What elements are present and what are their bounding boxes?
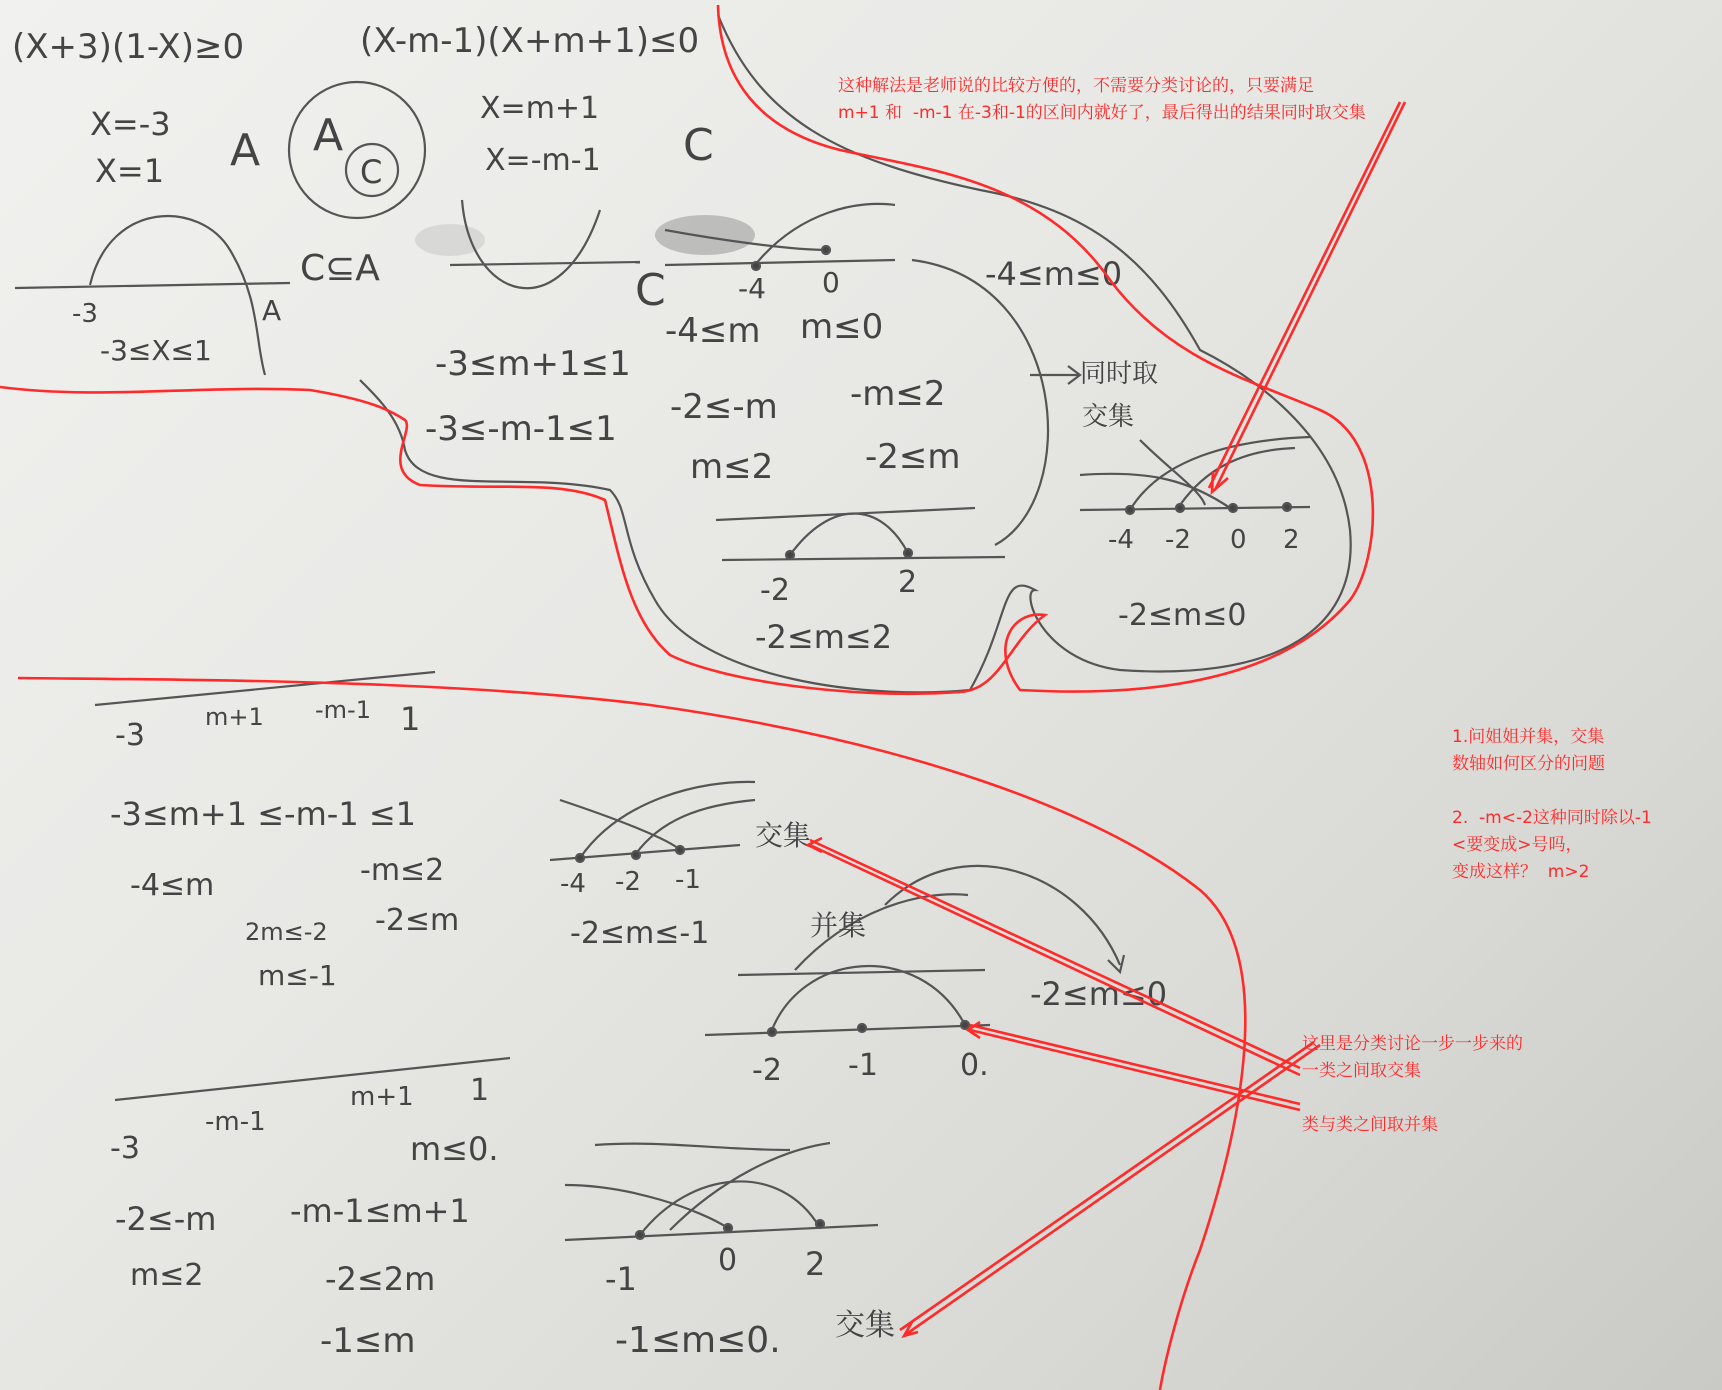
arc-m1a [755,204,895,265]
c1-intersect: 交集 [755,819,812,852]
c2-b2: -m-1≤m+1 [290,1192,470,1230]
set-c: C [683,120,714,171]
axis-m2-neg2: -2 [760,573,790,608]
c2-order-negm1: -m-1 [205,1107,266,1137]
arc-m3d [1140,440,1205,505]
case1-arc3 [770,966,965,1035]
root-c2: X=-m-1 [485,143,601,178]
case2-topline [115,1058,510,1100]
dot [858,1024,866,1032]
dot [1176,504,1184,512]
c1-order-neg3: -3 [115,718,145,753]
c1-a2: -m≤2 [360,853,445,888]
c1-axis2-neg1: -1 [848,1048,878,1083]
dot [1126,506,1134,514]
c1-chain: -3≤m+1 ≤-m-1 ≤1 [110,795,417,833]
case2-arc2 [670,1143,830,1230]
axis-m2-top [716,508,975,520]
case2-line1 [595,1144,790,1150]
dot [822,246,830,254]
c-label: C [635,265,666,316]
root-c1: X=m+1 [480,91,600,126]
c2-b0: m≤0. [410,1130,499,1168]
pencil-smudge [655,215,755,255]
axis-neg3: -3 [72,299,98,329]
subset: C⊆A [300,248,380,289]
c2-b4: -2≤2m [325,1260,436,1298]
axis-a [15,283,290,288]
case1-axis2-top [738,970,985,975]
c2-intersect: 交集 [835,1308,895,1343]
red-arrow-2b [810,840,1300,1068]
axis-m2-2: 2 [898,565,918,600]
case1-line [560,800,680,850]
c2-res: -1≤m≤0. [615,1320,781,1361]
c2-order-m1: m+1 [350,1082,414,1112]
intersect-word: 交集 [1082,402,1135,432]
res1: -4≤m≤0 [985,255,1123,293]
cond1: -3≤m+1≤1 [435,344,631,384]
c2-b1: -2≤-m [115,1200,217,1238]
annotation-note-2: 1.问姐姐并集，交集 数轴如何区分的问题 2. -m<-2这种同时除以-1 <要变成>号吗， 变成这样？ m>2 [1452,727,1652,882]
dot [961,1021,969,1029]
annotation-note-3: 这里是分类讨论一步一步来的 一类之间取交集 [1302,1034,1523,1081]
case1-swoop [885,866,1124,972]
case1-axis2 [705,1025,990,1035]
dot [632,851,640,859]
axis-m3 [1080,507,1310,510]
set-a: A [230,125,261,176]
axis-m3-2: 2 [1283,525,1300,555]
annotation-note-4: 类与类之间取并集 [1302,1115,1438,1135]
c1-a4: -2≤m [375,903,460,938]
case2-axis [565,1225,878,1240]
r1b: m≤0 [800,307,884,347]
red-arrow-4 [904,1045,1320,1336]
dot [676,846,684,854]
axis-m3-neg2: -2 [1165,525,1191,555]
c1-axis-neg2: -2 [615,867,641,897]
c1-order-1: 1 [400,700,421,738]
dot [724,1224,732,1232]
dot [904,549,912,557]
c1-res: -2≤m≤-1 [570,916,710,951]
axis-m1-neg4: -4 [738,272,766,305]
dot [752,262,760,270]
c2-b5: -1≤m [320,1321,416,1361]
res2: -2≤m≤2 [755,618,893,656]
c1-a3: 2m≤-2 [245,918,328,946]
ineq1: (X+3)(1-X)≥0 [12,27,245,67]
range-a: -3≤X≤1 [100,334,212,367]
r2a: -2≤-m [670,387,778,427]
c1-order-negm1: -m-1 [315,696,371,724]
red-arrow-4b [900,1042,1314,1330]
axis-c [450,262,640,265]
c2-b3: m≤2 [130,1258,204,1293]
annotation-note-1: 这种解法是老师说的比较方便的，不需要分类讨论的，只要满足 m+1 和 -m-1 在-3和-1的区间内就好了，最后得出的结果同时取交集 [838,76,1366,123]
c1-res-union: -2≤m≤0 [1030,975,1168,1013]
axis-m1 [665,260,895,265]
dot [768,1028,776,1036]
dot [786,551,794,559]
root-a1: X=-3 [90,105,171,143]
c1-order-m1: m+1 [205,703,264,731]
axis-m1-0: 0 [822,266,840,299]
c2-axis-0: 0 [718,1243,738,1278]
case1-topline [95,672,435,705]
case1-arc2 [635,800,755,855]
cond2: -3≤-m-1≤1 [425,409,617,449]
c1-axis2-neg2: -2 [752,1053,782,1088]
dot [1229,504,1237,512]
arc-m2 [790,513,908,555]
r3b: -2≤m [865,437,961,477]
red-markup [0,5,1405,1390]
c2-order-neg3: -3 [110,1131,140,1166]
dot [636,1231,644,1239]
c1-axis-neg4: -4 [560,869,586,899]
dot [816,1220,824,1228]
c2-axis-neg1: -1 [605,1260,637,1298]
axis-a-label: A [262,294,282,327]
dot [1283,503,1291,511]
c2-axis-2: 2 [805,1245,826,1283]
c1-axis-neg1: -1 [675,865,701,895]
r2b: -m≤2 [850,374,946,414]
c1-a1: -4≤m [130,868,215,903]
root-a2: X=1 [95,152,165,190]
r1a: -4≤m [665,311,761,351]
r3a: m≤2 [690,447,774,487]
ineq2: (X-m-1)(X+m+1)≤0 [360,21,700,61]
axis-m3-neg4: -4 [1108,525,1134,555]
both: 同时取 [1080,359,1159,389]
res3: -2≤m≤0 [1118,598,1247,633]
dot [576,854,584,862]
c1-a5: m≤-1 [258,959,337,992]
set-c-circled: C [360,153,383,191]
c2-order-1: 1 [470,1073,490,1108]
c1-union: 并集 [810,909,867,942]
axis-m2 [722,557,1005,560]
set-a-circled: A [313,110,344,161]
case2-line2 [565,1185,728,1228]
c1-axis2-0: 0. [960,1048,989,1083]
axis-m3-0: 0 [1230,525,1247,555]
